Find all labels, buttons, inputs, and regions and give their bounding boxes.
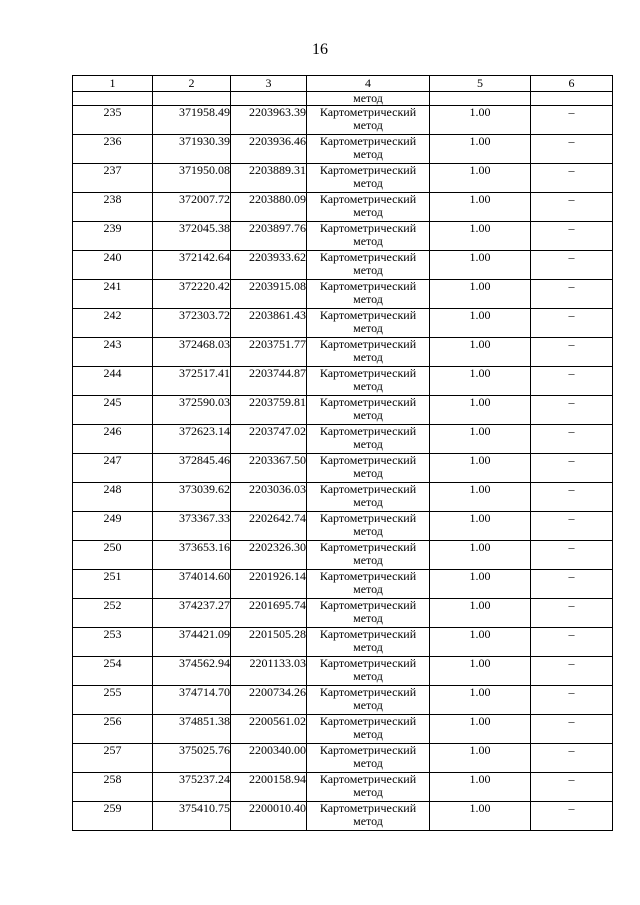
cell-description: – — [531, 744, 613, 773]
table-row — [73, 135, 613, 164]
table-row — [73, 744, 613, 773]
cell-accuracy: 1.00 — [430, 773, 531, 802]
cell-accuracy: 1.00 — [430, 309, 531, 338]
continuation-cell-3 — [231, 92, 307, 106]
cell-accuracy: 1.00 — [430, 454, 531, 483]
cell-y-coordinate: 2203036.03 — [231, 483, 307, 512]
cell-accuracy: 1.00 — [430, 744, 531, 773]
table-row — [73, 193, 613, 222]
cell-x-coordinate: 374421.09 — [153, 628, 231, 657]
table-row — [73, 715, 613, 744]
cell-method: Картометрический метод — [307, 628, 430, 657]
continuation-cell-1 — [73, 92, 153, 106]
cell-x-coordinate: 371930.39 — [153, 135, 231, 164]
cell-description: – — [531, 251, 613, 280]
cell-x-coordinate: 372007.72 — [153, 193, 231, 222]
cell-accuracy: 1.00 — [430, 802, 531, 831]
cell-y-coordinate: 2203897.76 — [231, 222, 307, 251]
cell-point-number: 255 — [73, 686, 153, 715]
table-row — [73, 425, 613, 454]
cell-point-number: 237 — [73, 164, 153, 193]
cell-y-coordinate: 2203880.09 — [231, 193, 307, 222]
cell-point-number: 241 — [73, 280, 153, 309]
cell-method: Картометрический метод — [307, 164, 430, 193]
continuation-cell-6 — [531, 92, 613, 106]
table-row — [73, 106, 613, 135]
table-row — [73, 512, 613, 541]
cell-description: – — [531, 164, 613, 193]
cell-accuracy: 1.00 — [430, 541, 531, 570]
cell-accuracy: 1.00 — [430, 135, 531, 164]
cell-point-number: 235 — [73, 106, 153, 135]
table-row — [73, 222, 613, 251]
cell-point-number: 245 — [73, 396, 153, 425]
cell-method: Картометрический метод — [307, 599, 430, 628]
cell-accuracy: 1.00 — [430, 599, 531, 628]
cell-y-coordinate: 2203861.43 — [231, 309, 307, 338]
cell-description: – — [531, 657, 613, 686]
cell-point-number: 247 — [73, 454, 153, 483]
cell-method: Картометрический метод — [307, 338, 430, 367]
cell-x-coordinate: 375237.24 — [153, 773, 231, 802]
cell-point-number: 252 — [73, 599, 153, 628]
cell-x-coordinate: 373039.62 — [153, 483, 231, 512]
cell-accuracy: 1.00 — [430, 193, 531, 222]
table-row — [73, 338, 613, 367]
cell-accuracy: 1.00 — [430, 164, 531, 193]
cell-accuracy: 1.00 — [430, 686, 531, 715]
cell-point-number: 238 — [73, 193, 153, 222]
cell-point-number: 251 — [73, 570, 153, 599]
cell-point-number: 256 — [73, 715, 153, 744]
continuation-row — [73, 92, 613, 106]
cell-method: Картометрический метод — [307, 135, 430, 164]
cell-point-number: 239 — [73, 222, 153, 251]
cell-method: Картометрический метод — [307, 425, 430, 454]
cell-x-coordinate: 371958.49 — [153, 106, 231, 135]
column-header-2: 2 — [153, 76, 231, 92]
cell-method: Картометрический метод — [307, 802, 430, 831]
cell-y-coordinate: 2200561.02 — [231, 715, 307, 744]
cell-point-number: 254 — [73, 657, 153, 686]
table-row — [73, 570, 613, 599]
cell-x-coordinate: 374237.27 — [153, 599, 231, 628]
cell-x-coordinate: 373653.16 — [153, 541, 231, 570]
cell-method: Картометрический метод — [307, 657, 430, 686]
cell-point-number: 242 — [73, 309, 153, 338]
cell-description: – — [531, 396, 613, 425]
cell-method: Картометрический метод — [307, 686, 430, 715]
cell-point-number: 246 — [73, 425, 153, 454]
column-header-3: 3 — [231, 76, 307, 92]
cell-accuracy: 1.00 — [430, 367, 531, 396]
cell-y-coordinate: 2200158.94 — [231, 773, 307, 802]
cell-accuracy: 1.00 — [430, 222, 531, 251]
cell-method: Картометрический метод — [307, 570, 430, 599]
cell-x-coordinate: 374851.38 — [153, 715, 231, 744]
table-row — [73, 599, 613, 628]
cell-description: – — [531, 106, 613, 135]
cell-description: – — [531, 193, 613, 222]
cell-x-coordinate: 372590.03 — [153, 396, 231, 425]
cell-x-coordinate: 372142.64 — [153, 251, 231, 280]
table-row — [73, 251, 613, 280]
cell-x-coordinate: 372623.14 — [153, 425, 231, 454]
table-body — [73, 92, 613, 831]
cell-description: – — [531, 512, 613, 541]
cell-accuracy: 1.00 — [430, 251, 531, 280]
cell-x-coordinate: 371950.08 — [153, 164, 231, 193]
cell-method: Картометрический метод — [307, 396, 430, 425]
cell-method: Картометрический метод — [307, 715, 430, 744]
cell-accuracy: 1.00 — [430, 483, 531, 512]
table-row — [73, 164, 613, 193]
cell-description: – — [531, 135, 613, 164]
table-row — [73, 454, 613, 483]
continuation-cell-5 — [430, 92, 531, 106]
cell-x-coordinate: 372517.41 — [153, 367, 231, 396]
table-header-row — [73, 76, 613, 92]
cell-y-coordinate: 2203889.31 — [231, 164, 307, 193]
cell-x-coordinate: 372845.46 — [153, 454, 231, 483]
cell-description: – — [531, 280, 613, 309]
cell-y-coordinate: 2203747.02 — [231, 425, 307, 454]
column-header-6: 6 — [531, 76, 613, 92]
table-row — [73, 280, 613, 309]
cell-method: Картометрический метод — [307, 744, 430, 773]
column-header-1: 1 — [73, 76, 153, 92]
cell-description: – — [531, 715, 613, 744]
table-row — [73, 309, 613, 338]
cell-point-number: 244 — [73, 367, 153, 396]
cell-description: – — [531, 222, 613, 251]
cell-method: Картометрический метод — [307, 512, 430, 541]
cell-y-coordinate: 2201695.74 — [231, 599, 307, 628]
cell-accuracy: 1.00 — [430, 396, 531, 425]
table-row — [73, 628, 613, 657]
cell-accuracy: 1.00 — [430, 657, 531, 686]
cell-point-number: 250 — [73, 541, 153, 570]
table-row — [73, 802, 613, 831]
cell-method: Картометрический метод — [307, 251, 430, 280]
table-row — [73, 396, 613, 425]
cell-description: – — [531, 570, 613, 599]
cell-point-number: 253 — [73, 628, 153, 657]
table-row — [73, 541, 613, 570]
cell-accuracy: 1.00 — [430, 280, 531, 309]
cell-accuracy: 1.00 — [430, 570, 531, 599]
cell-x-coordinate: 372045.38 — [153, 222, 231, 251]
cell-x-coordinate: 375025.76 — [153, 744, 231, 773]
coordinates-table — [72, 75, 613, 831]
cell-y-coordinate: 2202326.30 — [231, 541, 307, 570]
cell-x-coordinate: 374562.94 — [153, 657, 231, 686]
page-number: 16 — [312, 41, 328, 58]
column-header-5: 5 — [430, 76, 531, 92]
cell-y-coordinate: 2202642.74 — [231, 512, 307, 541]
cell-method: Картометрический метод — [307, 309, 430, 338]
cell-point-number: 259 — [73, 802, 153, 831]
table-row — [73, 367, 613, 396]
cell-accuracy: 1.00 — [430, 106, 531, 135]
cell-x-coordinate: 373367.33 — [153, 512, 231, 541]
cell-y-coordinate: 2203915.08 — [231, 280, 307, 309]
cell-description: – — [531, 309, 613, 338]
cell-y-coordinate: 2201133.03 — [231, 657, 307, 686]
cell-method: Картометрический метод — [307, 541, 430, 570]
cell-method: Картометрический метод — [307, 454, 430, 483]
cell-point-number: 236 — [73, 135, 153, 164]
cell-description: – — [531, 483, 613, 512]
cell-method: Картометрический метод — [307, 106, 430, 135]
cell-method: Картометрический метод — [307, 773, 430, 802]
cell-accuracy: 1.00 — [430, 628, 531, 657]
cell-point-number: 257 — [73, 744, 153, 773]
cell-x-coordinate: 374014.60 — [153, 570, 231, 599]
cell-y-coordinate: 2200734.26 — [231, 686, 307, 715]
cell-description: – — [531, 686, 613, 715]
cell-y-coordinate: 2203751.77 — [231, 338, 307, 367]
cell-point-number: 243 — [73, 338, 153, 367]
cell-method: Картометрический метод — [307, 280, 430, 309]
cell-y-coordinate: 2203936.46 — [231, 135, 307, 164]
continuation-cell-4: метод — [307, 92, 430, 106]
column-header-4: 4 — [307, 76, 430, 92]
cell-method: Картометрический метод — [307, 193, 430, 222]
cell-accuracy: 1.00 — [430, 338, 531, 367]
cell-method: Картометрический метод — [307, 483, 430, 512]
cell-description: – — [531, 541, 613, 570]
cell-x-coordinate: 372468.03 — [153, 338, 231, 367]
cell-point-number: 248 — [73, 483, 153, 512]
cell-description: – — [531, 773, 613, 802]
cell-x-coordinate: 375410.75 — [153, 802, 231, 831]
cell-description: – — [531, 802, 613, 831]
cell-accuracy: 1.00 — [430, 715, 531, 744]
cell-x-coordinate: 374714.70 — [153, 686, 231, 715]
continuation-cell-2 — [153, 92, 231, 106]
table-row — [73, 657, 613, 686]
cell-y-coordinate: 2201926.14 — [231, 570, 307, 599]
cell-accuracy: 1.00 — [430, 512, 531, 541]
cell-y-coordinate: 2203933.62 — [231, 251, 307, 280]
cell-accuracy: 1.00 — [430, 425, 531, 454]
cell-description: – — [531, 425, 613, 454]
cell-description: – — [531, 367, 613, 396]
cell-description: – — [531, 628, 613, 657]
cell-x-coordinate: 372303.72 — [153, 309, 231, 338]
table-row — [73, 686, 613, 715]
cell-method: Картометрический метод — [307, 367, 430, 396]
cell-y-coordinate: 2203963.39 — [231, 106, 307, 135]
cell-description: – — [531, 599, 613, 628]
cell-point-number: 240 — [73, 251, 153, 280]
cell-y-coordinate: 2203759.81 — [231, 396, 307, 425]
table-row — [73, 773, 613, 802]
cell-y-coordinate: 2200340.00 — [231, 744, 307, 773]
cell-point-number: 258 — [73, 773, 153, 802]
cell-description: – — [531, 338, 613, 367]
cell-x-coordinate: 372220.42 — [153, 280, 231, 309]
cell-method: Картометрический метод — [307, 222, 430, 251]
table-row — [73, 483, 613, 512]
cell-y-coordinate: 2203744.87 — [231, 367, 307, 396]
cell-point-number: 249 — [73, 512, 153, 541]
cell-y-coordinate: 2203367.50 — [231, 454, 307, 483]
cell-y-coordinate: 2201505.28 — [231, 628, 307, 657]
cell-description: – — [531, 454, 613, 483]
cell-y-coordinate: 2200010.40 — [231, 802, 307, 831]
